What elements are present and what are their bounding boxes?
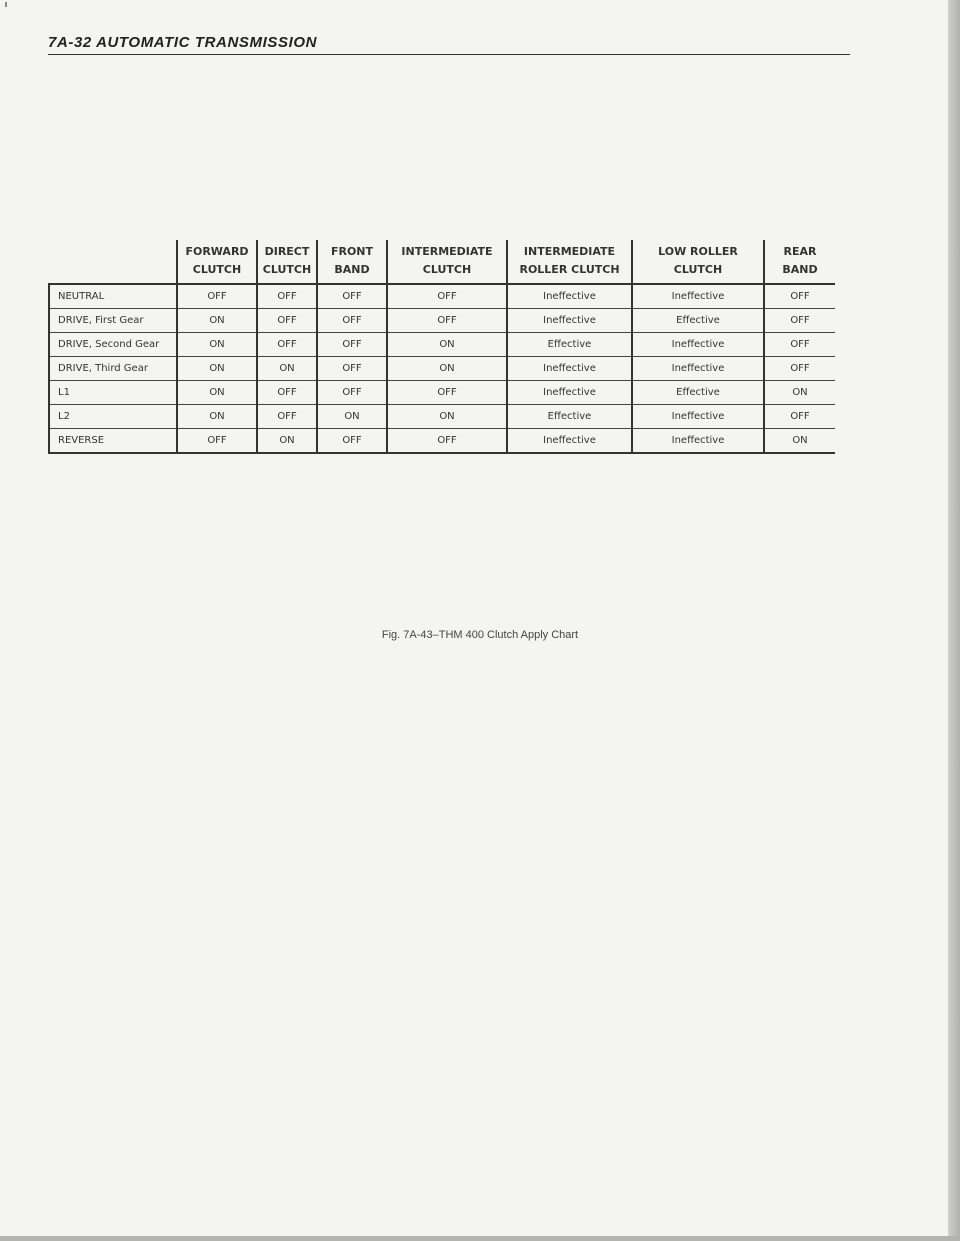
page-header-title: 7A-32 AUTOMATIC TRANSMISSION <box>48 34 318 51</box>
table-cell: Ineffective <box>507 357 632 381</box>
table-cell: ON <box>177 381 257 405</box>
table-cell: ON <box>177 357 257 381</box>
table-cell: OFF <box>317 381 387 405</box>
clutch-apply-chart <box>48 240 835 454</box>
column-header-forward-clutch: FORWARD CLUTCH <box>177 240 257 284</box>
row-label: L1 <box>49 381 177 405</box>
column-header-intermediate-roller-clutch: INTERMEDIATE ROLLER CLUTCH <box>507 240 632 284</box>
table-cell: ON <box>387 405 507 429</box>
table-header-row <box>49 240 835 284</box>
row-label: DRIVE, First Gear <box>49 309 177 333</box>
table-cell: Ineffective <box>507 381 632 405</box>
table-cell: Ineffective <box>632 405 764 429</box>
row-label: REVERSE <box>49 429 177 454</box>
table-row <box>49 284 835 309</box>
table-cell: ON <box>177 309 257 333</box>
table-cell: OFF <box>257 381 317 405</box>
table-cell: ON <box>257 429 317 454</box>
table-cell: OFF <box>257 309 317 333</box>
table-cell: OFF <box>764 309 835 333</box>
table-cell: ON <box>317 405 387 429</box>
table-cell: Effective <box>507 333 632 357</box>
table-row <box>49 381 835 405</box>
table-cell: Ineffective <box>507 284 632 309</box>
table-cell: ON <box>764 429 835 454</box>
table-cell: OFF <box>764 333 835 357</box>
column-header-direct-clutch: DIRECT CLUTCH <box>257 240 317 284</box>
table-cell: OFF <box>317 284 387 309</box>
row-label: DRIVE, Third Gear <box>49 357 177 381</box>
table-cell: Effective <box>632 381 764 405</box>
table-cell: Ineffective <box>632 284 764 309</box>
table-cell: ON <box>257 357 317 381</box>
column-header-intermediate-clutch: INTERMEDIATE CLUTCH <box>387 240 507 284</box>
table-cell: OFF <box>317 333 387 357</box>
page-edge-shadow <box>948 0 960 1241</box>
column-header-rear-band: REAR BAND <box>764 240 835 284</box>
table-cell: ON <box>387 333 507 357</box>
table-cell: Ineffective <box>632 333 764 357</box>
table-cell: Effective <box>632 309 764 333</box>
table-cell: Ineffective <box>632 357 764 381</box>
table-cell: OFF <box>764 405 835 429</box>
table-cell: OFF <box>764 284 835 309</box>
table-cell: OFF <box>387 429 507 454</box>
table-cell: ON <box>177 333 257 357</box>
page-bottom-shadow <box>0 1236 960 1241</box>
table-cell: OFF <box>257 284 317 309</box>
table-row <box>49 405 835 429</box>
table-cell: OFF <box>387 309 507 333</box>
row-label: NEUTRAL <box>49 284 177 309</box>
table-cell: OFF <box>177 284 257 309</box>
row-label: DRIVE, Second Gear <box>49 333 177 357</box>
table-cell: Ineffective <box>507 429 632 454</box>
table-cell: OFF <box>764 357 835 381</box>
table-cell: OFF <box>387 381 507 405</box>
table-cell: OFF <box>257 405 317 429</box>
clutch-apply-table <box>48 240 835 454</box>
table-cell: OFF <box>387 284 507 309</box>
table-row <box>49 429 835 454</box>
table-cell: OFF <box>317 357 387 381</box>
table-header-blank <box>49 240 177 284</box>
table-row <box>49 357 835 381</box>
figure-caption: Fig. 7A-43–THM 400 Clutch Apply Chart <box>381 629 579 641</box>
table-cell: OFF <box>177 429 257 454</box>
page-header <box>48 32 850 55</box>
table-cell: ON <box>387 357 507 381</box>
table-cell: ON <box>764 381 835 405</box>
column-header-low-roller-clutch: LOW ROLLER CLUTCH <box>632 240 764 284</box>
table-row <box>49 333 835 357</box>
column-header-front-band: FRONT BAND <box>317 240 387 284</box>
table-cell: ON <box>177 405 257 429</box>
table-cell: Ineffective <box>632 429 764 454</box>
table-cell: Effective <box>507 405 632 429</box>
scan-mark <box>5 2 7 7</box>
table-row <box>49 309 835 333</box>
table-cell: Ineffective <box>507 309 632 333</box>
row-label: L2 <box>49 405 177 429</box>
table-cell: OFF <box>317 429 387 454</box>
table-cell: OFF <box>317 309 387 333</box>
table-cell: OFF <box>257 333 317 357</box>
